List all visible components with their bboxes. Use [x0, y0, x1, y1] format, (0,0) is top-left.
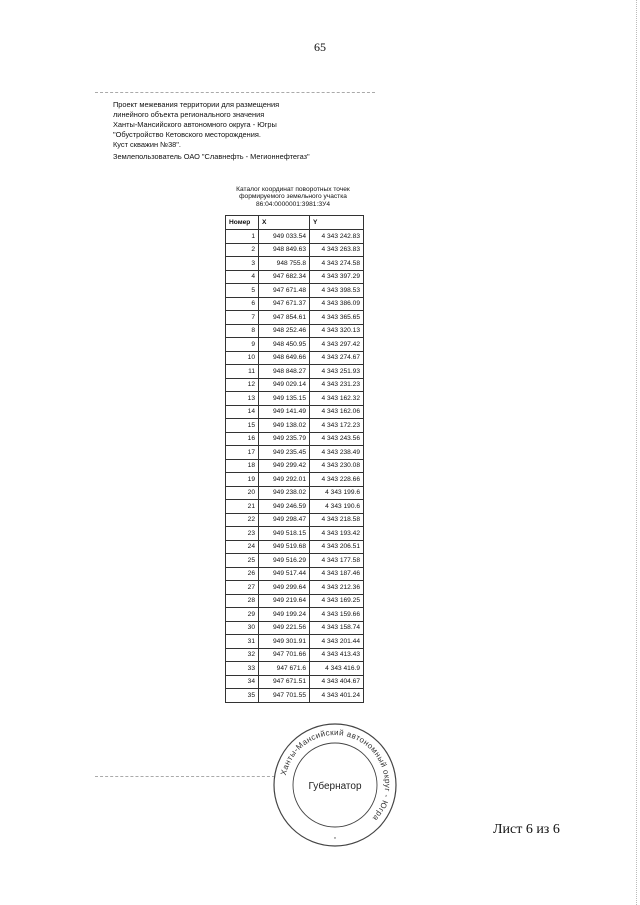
- table-row: [226, 486, 364, 500]
- cell-x: 949 235.45: [259, 446, 310, 460]
- table-body: [226, 230, 364, 703]
- cell-number: 26: [226, 567, 259, 581]
- table-row: [226, 608, 364, 622]
- cell-y: 4 343 416.9: [310, 662, 364, 676]
- cell-number: 15: [226, 419, 259, 433]
- cell-x: 949 516.29: [259, 554, 310, 568]
- table-row: [226, 648, 364, 662]
- table-row: [226, 419, 364, 433]
- cell-y: 4 343 297.42: [310, 338, 364, 352]
- table-row: [226, 432, 364, 446]
- cell-y: 4 343 158.74: [310, 621, 364, 635]
- cell-number: 3: [226, 257, 259, 271]
- cell-x: 948 252.46: [259, 324, 310, 338]
- header-line: "Обустройство Кетовского месторождения.: [113, 130, 261, 139]
- table-row: [226, 338, 364, 352]
- cell-y: 4 343 397.29: [310, 270, 364, 284]
- cell-y: 4 343 263.83: [310, 243, 364, 257]
- table-row: [226, 351, 364, 365]
- cell-x: 949 301.91: [259, 635, 310, 649]
- table-row: [226, 635, 364, 649]
- header-line: Ханты-Мансийского автономного округа - Югры: [113, 120, 277, 129]
- column-header-x: X: [259, 216, 310, 230]
- cell-x: 949 221.56: [259, 621, 310, 635]
- cell-number: 6: [226, 297, 259, 311]
- cell-x: 949 141.49: [259, 405, 310, 419]
- cell-x: 949 199.24: [259, 608, 310, 622]
- table-row: [226, 311, 364, 325]
- cell-x: 948 849.63: [259, 243, 310, 257]
- cell-number: 34: [226, 675, 259, 689]
- cell-x: 949 517.44: [259, 567, 310, 581]
- cell-number: 17: [226, 446, 259, 460]
- page-edge: [636, 0, 637, 905]
- table-row: [226, 567, 364, 581]
- catalog-title: [223, 186, 363, 208]
- cell-y: 4 343 199.6: [310, 486, 364, 500]
- cell-number: 1: [226, 230, 259, 244]
- cell-y: 4 343 228.66: [310, 473, 364, 487]
- table-row: [226, 446, 364, 460]
- table-row: [226, 500, 364, 514]
- divider-top: [95, 92, 375, 93]
- cell-number: 16: [226, 432, 259, 446]
- table-row: [226, 257, 364, 271]
- cell-x: 949 235.79: [259, 432, 310, 446]
- table-row: [226, 554, 364, 568]
- cell-y: 4 343 190.6: [310, 500, 364, 514]
- seal-center-text: Губернатор: [308, 781, 362, 792]
- cell-number: 14: [226, 405, 259, 419]
- cell-number: 20: [226, 486, 259, 500]
- cell-y: 4 343 242.83: [310, 230, 364, 244]
- cell-x: 949 029.14: [259, 378, 310, 392]
- cell-number: 8: [226, 324, 259, 338]
- cell-number: 35: [226, 689, 259, 703]
- table-row: [226, 405, 364, 419]
- cell-y: 4 343 212.36: [310, 581, 364, 595]
- cell-y: 4 343 320.13: [310, 324, 364, 338]
- cell-y: 4 343 413.43: [310, 648, 364, 662]
- table-header-row: [226, 216, 364, 230]
- cell-number: 13: [226, 392, 259, 406]
- table-row: [226, 513, 364, 527]
- cell-x: 949 138.02: [259, 419, 310, 433]
- cell-y: 4 343 404.67: [310, 675, 364, 689]
- cell-y: 4 343 206.51: [310, 540, 364, 554]
- cell-x: 949 299.42: [259, 459, 310, 473]
- cell-y: 4 343 274.67: [310, 351, 364, 365]
- cell-number: 12: [226, 378, 259, 392]
- cell-number: 29: [226, 608, 259, 622]
- table-row: [226, 594, 364, 608]
- cell-number: 25: [226, 554, 259, 568]
- cell-x: 947 854.61: [259, 311, 310, 325]
- table-row: [226, 392, 364, 406]
- cell-y: 4 343 201.44: [310, 635, 364, 649]
- cell-x: 949 135.15: [259, 392, 310, 406]
- table-row: [226, 365, 364, 379]
- cell-x: 949 238.02: [259, 486, 310, 500]
- cell-x: 947 671.37: [259, 297, 310, 311]
- cell-x: 948 848.27: [259, 365, 310, 379]
- table-row: [226, 459, 364, 473]
- cell-number: 22: [226, 513, 259, 527]
- divider-bottom: [95, 776, 275, 777]
- cell-y: 4 343 193.42: [310, 527, 364, 541]
- cell-number: 2: [226, 243, 259, 257]
- cell-y: 4 343 162.06: [310, 405, 364, 419]
- cell-x: 947 671.51: [259, 675, 310, 689]
- header-line: Землепользователь ОАО "Славнефть - Мегионнефтегаз": [113, 152, 310, 161]
- cell-y: 4 343 172.23: [310, 419, 364, 433]
- cell-x: 949 519.68: [259, 540, 310, 554]
- cell-y: 4 343 169.25: [310, 594, 364, 608]
- cell-x: 947 682.34: [259, 270, 310, 284]
- column-header-number: Номер: [226, 216, 259, 230]
- table-row: [226, 675, 364, 689]
- cell-x: 947 701.55: [259, 689, 310, 703]
- cell-y: 4 343 401.24: [310, 689, 364, 703]
- cell-number: 27: [226, 581, 259, 595]
- cell-y: 4 343 230.08: [310, 459, 364, 473]
- cell-x: 949 033.54: [259, 230, 310, 244]
- cell-y: 4 343 231.23: [310, 378, 364, 392]
- cell-x: 948 450.95: [259, 338, 310, 352]
- table-row: [226, 473, 364, 487]
- cell-number: 18: [226, 459, 259, 473]
- table-row: [226, 540, 364, 554]
- cell-x: 947 671.6: [259, 662, 310, 676]
- cell-y: 4 343 243.56: [310, 432, 364, 446]
- cell-y: 4 343 386.09: [310, 297, 364, 311]
- cell-number: 10: [226, 351, 259, 365]
- sheet-number-label: Лист 6 из 6: [493, 822, 560, 837]
- cell-number: 4: [226, 270, 259, 284]
- table-row: [226, 243, 364, 257]
- header-line: линейного объекта регионального значения: [113, 110, 265, 119]
- table-row: [226, 662, 364, 676]
- cell-y: 4 343 251.93: [310, 365, 364, 379]
- header-line: Проект межевания территории для размещения: [113, 100, 280, 109]
- document-header: [113, 100, 373, 162]
- table-row: [226, 689, 364, 703]
- table-row: [226, 230, 364, 244]
- seal-ring-text: Ханты-Мансийский автономный округ - Югра: [279, 727, 393, 823]
- cell-y: 4 343 274.58: [310, 257, 364, 271]
- cell-number: 24: [226, 540, 259, 554]
- cell-y: 4 343 365.65: [310, 311, 364, 325]
- cell-number: 9: [226, 338, 259, 352]
- table-row: [226, 297, 364, 311]
- table-row: [226, 621, 364, 635]
- cell-number: 33: [226, 662, 259, 676]
- cell-number: 23: [226, 527, 259, 541]
- table-row: [226, 378, 364, 392]
- cell-x: 949 219.64: [259, 594, 310, 608]
- cell-number: 31: [226, 635, 259, 649]
- table-row: [226, 527, 364, 541]
- table-row: [226, 581, 364, 595]
- header-line: Куст скважин №38".: [113, 140, 181, 149]
- column-header-y: Y: [310, 216, 364, 230]
- cell-x: 947 671.48: [259, 284, 310, 298]
- cell-number: 28: [226, 594, 259, 608]
- cell-x: 949 246.59: [259, 500, 310, 514]
- cell-y: 4 343 238.49: [310, 446, 364, 460]
- cell-y: 4 343 177.58: [310, 554, 364, 568]
- cell-x: 949 299.64: [259, 581, 310, 595]
- cell-y: 4 343 218.58: [310, 513, 364, 527]
- cell-number: 32: [226, 648, 259, 662]
- cell-y: 4 343 398.53: [310, 284, 364, 298]
- page-number: 65: [314, 40, 326, 54]
- cell-x: 949 518.15: [259, 527, 310, 541]
- cell-x: 949 292.01: [259, 473, 310, 487]
- cell-x: 947 701.66: [259, 648, 310, 662]
- cell-number: 19: [226, 473, 259, 487]
- cell-y: 4 343 159.66: [310, 608, 364, 622]
- cell-number: 21: [226, 500, 259, 514]
- table-row: [226, 270, 364, 284]
- catalog-title-line: 86:04:0000001:3981:ЗУ4: [255, 200, 331, 208]
- catalog-title-line: Каталог координат поворотных точек: [236, 186, 350, 193]
- coordinates-table: [225, 215, 364, 703]
- cell-number: 5: [226, 284, 259, 298]
- cell-x: 948 755.8: [259, 257, 310, 271]
- cell-x: 948 649.66: [259, 351, 310, 365]
- cell-y: 4 343 162.32: [310, 392, 364, 406]
- table-row: [226, 324, 364, 338]
- catalog-title-line: формируемого земельного участка: [239, 193, 347, 201]
- cell-number: 7: [226, 311, 259, 325]
- seal-star: *: [334, 837, 336, 843]
- governor-seal: [270, 720, 400, 850]
- cell-number: 11: [226, 365, 259, 379]
- table-row: [226, 284, 364, 298]
- cell-y: 4 343 187.46: [310, 567, 364, 581]
- cell-number: 30: [226, 621, 259, 635]
- cell-x: 949 298.47: [259, 513, 310, 527]
